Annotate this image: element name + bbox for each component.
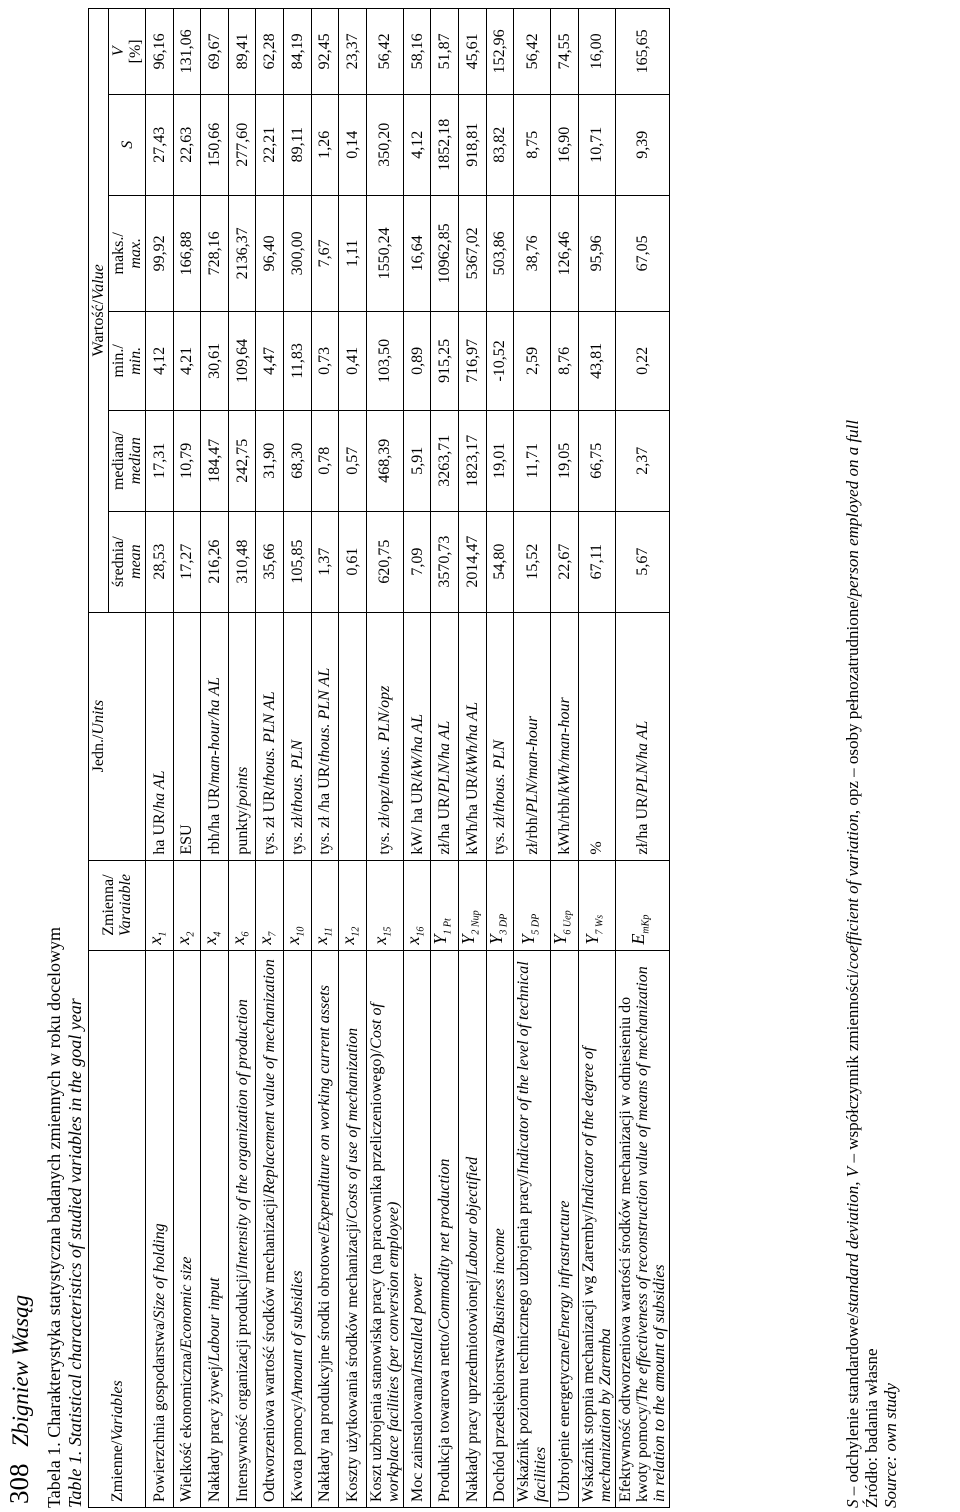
variable-description: Koszty użytkowania środków mechanizacji/Costs of use of mechanization [339, 950, 367, 1507]
unit-cell [339, 612, 367, 860]
header-coef-variation: V [%] [109, 9, 146, 95]
value-s: 22,63 [173, 94, 201, 195]
value-v: 62,28 [256, 9, 284, 95]
value-min: 0,89 [403, 312, 431, 411]
value-median: 17,31 [146, 410, 174, 511]
value-mean: 7,09 [403, 511, 431, 612]
variable-description: Nakłady pracy uprzedmiotowionej/Labour objectified [458, 950, 486, 1507]
variable-symbol: $Y_{2 Nup}$ [458, 860, 486, 950]
value-s: 16,90 [551, 94, 579, 195]
value-median: 19,05 [551, 410, 579, 511]
variable-symbol: $x_2$ [173, 860, 201, 950]
statistics-table [88, 8, 670, 1508]
value-min: 8,76 [551, 312, 579, 411]
value-mean: 5,67 [615, 511, 669, 612]
variable-description: Powierzchnia gospodarstwa/Size of holding [146, 950, 174, 1507]
header-median: mediana/ median [109, 410, 146, 511]
value-median: 5,91 [403, 410, 431, 511]
unit-cell: tys. zł/thous. PLN [486, 612, 514, 860]
table-caption [44, 927, 86, 1508]
unit-cell: kWh/rbh/kWh/man-hour [551, 612, 579, 860]
table-row [366, 9, 403, 1508]
value-median: 11,71 [514, 410, 551, 511]
value-max: 96,40 [256, 195, 284, 311]
variable-description: Odtworzeniowa wartość środków mechanizacji/Replacement value of mechanization [256, 950, 284, 1507]
table-row [431, 9, 459, 1508]
unit-cell: tys. zł/thous. PLN [283, 612, 311, 860]
variable-description: Koszt uzbrojenia stanowiska pracy (na pracownika przeliczeniowego)/Cost of workplace facilities (per conversion employee) [366, 950, 403, 1507]
header-units: Jedn./Units [89, 612, 146, 860]
value-s: 22,21 [256, 94, 284, 195]
value-min: 0,73 [311, 312, 339, 411]
value-max: 5367,02 [458, 195, 486, 311]
value-median: 468,39 [366, 410, 403, 511]
value-v: 56,42 [366, 9, 403, 95]
value-s: 350,20 [366, 94, 403, 195]
value-s: 150,66 [201, 94, 229, 195]
table-row [228, 9, 256, 1508]
table-row [403, 9, 431, 1508]
header-value: Wartość/Value [89, 9, 109, 613]
unit-cell: rbh/ha UR/man-hour/ha AL [201, 612, 229, 860]
value-v: 45,61 [458, 9, 486, 95]
value-min: 2,59 [514, 312, 551, 411]
value-min: 103,50 [366, 312, 403, 411]
value-v: 56,42 [514, 9, 551, 95]
value-median: 3263,71 [431, 410, 459, 511]
value-max: 95,96 [578, 195, 615, 311]
value-mean: 22,67 [551, 511, 579, 612]
value-mean: 3570,73 [431, 511, 459, 612]
value-s: 1,26 [311, 94, 339, 195]
value-v: 58,16 [403, 9, 431, 95]
variable-symbol: $x_4$ [201, 860, 229, 950]
value-v: 152,96 [486, 9, 514, 95]
running-head [4, 1295, 35, 1504]
value-max: 503,86 [486, 195, 514, 311]
table-body [146, 9, 670, 1508]
value-s: 0,14 [339, 94, 367, 195]
value-max: 2136,37 [228, 195, 256, 311]
value-mean: 216,26 [201, 511, 229, 612]
variable-symbol: $Y_{3 DP}$ [486, 860, 514, 950]
table-row [615, 9, 669, 1508]
value-v: 74,55 [551, 9, 579, 95]
variable-symbol: $Y_{5 DP}$ [514, 860, 551, 950]
value-max: 99,92 [146, 195, 174, 311]
unit-cell: tys. zł /ha UR/thous. PLN AL [311, 612, 339, 860]
value-mean: 54,80 [486, 511, 514, 612]
unit-cell: zł/ha UR/PLN/ha AL [431, 612, 459, 860]
value-s: 27,43 [146, 94, 174, 195]
header-std-dev: S [109, 94, 146, 195]
footnote [843, 8, 900, 1508]
variable-symbol: $Y_{1 Pt}$ [431, 860, 459, 950]
value-mean: 620,75 [366, 511, 403, 612]
variable-symbol: $x_{15}$ [366, 860, 403, 950]
variable-description: Nakłady na produkcyjne środki obrotowe/Expenditure on working current assets [311, 950, 339, 1507]
value-v: 165,65 [615, 9, 669, 95]
table-row [201, 9, 229, 1508]
variable-description: Uzbrojenie energetyczne/Energy infrastructure [551, 950, 579, 1507]
unit-cell: % [578, 612, 615, 860]
value-max: 728,16 [201, 195, 229, 311]
value-max: 126,46 [551, 195, 579, 311]
table-row [339, 9, 367, 1508]
author-name: Zbigniew Wasąg [8, 1294, 33, 1447]
value-s: 8,75 [514, 94, 551, 195]
value-mean: 35,66 [256, 511, 284, 612]
value-max: 300,00 [283, 195, 311, 311]
unit-cell: ha UR/ha AL [146, 612, 174, 860]
value-max: 166,88 [173, 195, 201, 311]
unit-cell: tys. zł/opz/thous. PLN/opz [366, 612, 403, 860]
table-row [146, 9, 174, 1508]
value-max: 38,76 [514, 195, 551, 311]
value-s: 9,39 [615, 94, 669, 195]
value-v: 96,16 [146, 9, 174, 95]
table-container [88, 8, 670, 1508]
value-median: 0,78 [311, 410, 339, 511]
value-s: 277,60 [228, 94, 256, 195]
caption-english: Table 1. Statistical characteristics of studied variables in the goal year [65, 998, 85, 1508]
caption-polish: Tabela 1. Charakterystyka statystyczna badanych zmiennych w roku docelowym [44, 926, 64, 1508]
value-max: 7,67 [311, 195, 339, 311]
value-s: 10,71 [578, 94, 615, 195]
value-median: 2,37 [615, 410, 669, 511]
unit-cell: kW/ ha UR/kW/ha AL [403, 612, 431, 860]
value-max: 1550,24 [366, 195, 403, 311]
variable-symbol: $x_{10}$ [283, 860, 311, 950]
value-max: 16,64 [403, 195, 431, 311]
footnote-source-pl: Źródło: badania własne [862, 1348, 881, 1508]
value-v: 51,87 [431, 9, 459, 95]
value-mean: 2014,47 [458, 511, 486, 612]
value-max: 10962,85 [431, 195, 459, 311]
table-row [311, 9, 339, 1508]
value-median: 66,75 [578, 410, 615, 511]
unit-cell: kWh/ha UR/kWh/ha AL [458, 612, 486, 860]
table-row [514, 9, 551, 1508]
value-min: 43,81 [578, 312, 615, 411]
value-max: 67,05 [615, 195, 669, 311]
header-row-1 [89, 9, 109, 1508]
variable-symbol: $x_{12}$ [339, 860, 367, 950]
value-v: 89,41 [228, 9, 256, 95]
unit-cell: zł/rbh/PLN/man-hour [514, 612, 551, 860]
variable-symbol: $x_{11}$ [311, 860, 339, 950]
value-mean: 67,11 [578, 511, 615, 612]
variable-symbol: $Y_{6 Uep}$ [551, 860, 579, 950]
table-row [551, 9, 579, 1508]
variable-description: Wskaźnik poziomu technicznego uzbrojenia pracy/Indicator of the level of technical facilities [514, 950, 551, 1507]
value-median: 19,01 [486, 410, 514, 511]
value-v: 69,67 [201, 9, 229, 95]
value-mean: 105,85 [283, 511, 311, 612]
variable-description: Moc zainstalowana/Installed power [403, 950, 431, 1507]
value-v: 131,06 [173, 9, 201, 95]
value-v: 84,19 [283, 9, 311, 95]
header-mean: średnia/ mean [109, 511, 146, 612]
value-min: 0,22 [615, 312, 669, 411]
value-min: 4,12 [146, 312, 174, 411]
variable-symbol: $x_7$ [256, 860, 284, 950]
unit-cell: punkty/points [228, 612, 256, 860]
variable-description: Dochód przedsiębiorstwa/Business income [486, 950, 514, 1507]
value-median: 1823,17 [458, 410, 486, 511]
variable-description: Nakłady pracy żywej/Labour input [201, 950, 229, 1507]
value-min: 4,21 [173, 312, 201, 411]
value-mean: 0,61 [339, 511, 367, 612]
table-row [578, 9, 615, 1508]
variable-symbol: $x_1$ [146, 860, 174, 950]
value-median: 68,30 [283, 410, 311, 511]
footnote-source-en: Source: own study [881, 1383, 900, 1508]
value-min: 11,83 [283, 312, 311, 411]
value-v: 23,37 [339, 9, 367, 95]
value-median: 31,90 [256, 410, 284, 511]
value-median: 0,57 [339, 410, 367, 511]
value-v: 16,00 [578, 9, 615, 95]
footnote-abbreviations: S – odchylenie standardowe/standard deviation, V – współczynnik zmienności/coefficient of variation, opz – osoby pełnozatrudnione/person employed on a full [843, 419, 862, 1508]
value-mean: 15,52 [514, 511, 551, 612]
variable-symbol: $x_{16}$ [403, 860, 431, 950]
variable-symbol: $x_6$ [228, 860, 256, 950]
value-s: 89,11 [283, 94, 311, 195]
value-mean: 310,48 [228, 511, 256, 612]
value-v: 92,45 [311, 9, 339, 95]
variable-description: Wskaźnik stopnia mechanizacji wg Zaremby/Indicator of the degree of mechanization by Zaremba [578, 950, 615, 1507]
variable-symbol: $E_{mKp}$ [615, 860, 669, 950]
value-s: 1852,18 [431, 94, 459, 195]
table-row [458, 9, 486, 1508]
value-mean: 28,53 [146, 511, 174, 612]
unit-cell: zł/ha UR/PLN/ha AL [615, 612, 669, 860]
unit-cell: ESU [173, 612, 201, 860]
header-min: min./ min. [109, 312, 146, 411]
unit-cell: tys. zł UR/thous. PLN AL [256, 612, 284, 860]
value-min: -10,52 [486, 312, 514, 411]
header-max: maks./ max. [109, 195, 146, 311]
value-s: 83,82 [486, 94, 514, 195]
value-median: 184,47 [201, 410, 229, 511]
variable-description: Efektywność odtworzeniowa wartości środków mechanizacji w odniesieniu do kwoty pomocy/The effectiveness of reconstruction value of means of mechanization in relation to the amount of subsidies [615, 950, 669, 1507]
variable-symbol: $Y_{7 Ws}$ [578, 860, 615, 950]
value-min: 915,25 [431, 312, 459, 411]
value-s: 4,12 [403, 94, 431, 195]
value-min: 0,41 [339, 312, 367, 411]
header-variable: Zmienna/ Varaiable [89, 860, 146, 950]
value-min: 4,47 [256, 312, 284, 411]
value-max: 1,11 [339, 195, 367, 311]
variable-description: Kwota pomocy/Amount of subsidies [283, 950, 311, 1507]
value-s: 918,81 [458, 94, 486, 195]
variable-description: Produkcja towarowa netto/Commodity net production [431, 950, 459, 1507]
value-mean: 17,27 [173, 511, 201, 612]
header-variables: Zmienne/Variables [89, 950, 146, 1507]
table-row [283, 9, 311, 1508]
page-number: 308 [4, 1463, 34, 1504]
table-row [486, 9, 514, 1508]
value-mean: 1,37 [311, 511, 339, 612]
value-median: 10,79 [173, 410, 201, 511]
table-row [256, 9, 284, 1508]
value-min: 30,61 [201, 312, 229, 411]
value-median: 242,75 [228, 410, 256, 511]
variable-description: Intensywność organizacji produkcji/Intensity of the organization of production [228, 950, 256, 1507]
table-row [173, 9, 201, 1508]
value-min: 109,64 [228, 312, 256, 411]
value-min: 716,97 [458, 312, 486, 411]
variable-description: Wielkość ekonomiczna/Economic size [173, 950, 201, 1507]
